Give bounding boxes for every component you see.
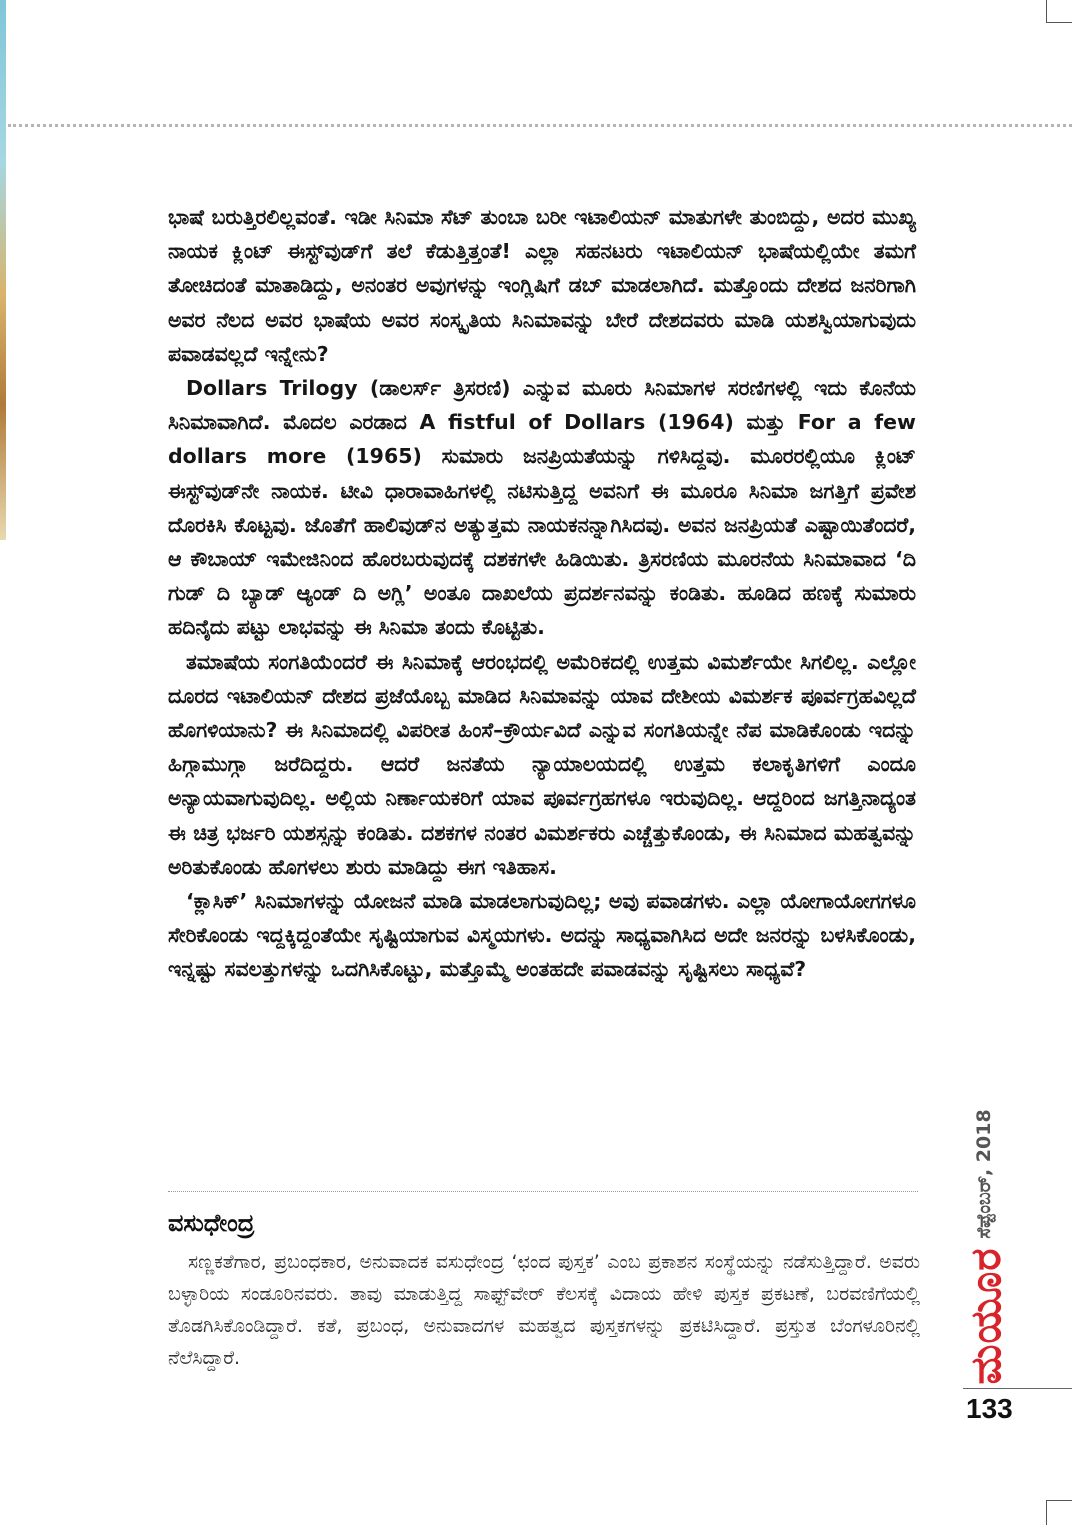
- crop-mark: [1046, 1500, 1047, 1525]
- article-paragraph: ತಮಾಷೆಯ ಸಂಗತಿಯೆಂದರೆ ಈ ಸಿನಿಮಾಕ್ಕೆ ಆರಂಭದಲ್ಲಿ ಅಮೆರಿಕದಲ್ಲಿ ಉತ್ತಮ ವಿಮರ್ಶೆಯೇ ಸಿಗಲಿಲ್ಲ. ಎಲ್ಲೋ ದೂರದ ಇಟಾಲಿಯನ್ ದೇಶದ ಪ್ರಜೆಯೊಬ್ಬ ಮಾಡಿದ ಸಿನಿಮಾವನ್ನು ಯಾವ ದೇಶೀಯ ವಿಮರ್ಶಕ ಪೂರ್ವಗ್ರಹವಿಲ್ಲದೆ ಹೊಗಳಿಯಾನು? ಈ ಸಿನಿಮಾದಲ್ಲಿ ವಿಪರೀತ ಹಿಂಸೆ–ಕ್ರೌರ್ಯವಿದೆ ಎನ್ನುವ ಸಂಗತಿಯನ್ನೇ ನೆಪ ಮಾಡಿಕೊಂಡು ಇದನ್ನು ಹಿಗ್ಗಾಮುಗ್ಗಾ ಜರೆದಿದ್ದರು. ಆದರೆ ಜನತೆಯ ನ್ಯಾಯಾಲಯದಲ್ಲಿ ಉತ್ತಮ ಕಲಾಕೃತಿಗಳಿಗೆ ಎಂದೂ ಅನ್ಯಾಯವಾಗುವುದಿಲ್ಲ. ಅಲ್ಲಿಯ ನಿರ್ಣಾಯಕರಿಗೆ ಯಾವ ಪೂರ್ವಗ್ರಹಗಳೂ ಇರುವುದಿಲ್ಲ. ಆದ್ದರಿಂದ ಜಗತ್ತಿನಾದ್ಯಂತ ಈ ಚಿತ್ರ ಭರ್ಜರಿ ಯಶಸ್ಸನ್ನು ಕಂಡಿತು. ದಶಕಗಳ ನಂತರ ವಿಮರ್ಶಕರು ಎಚ್ಚೆತ್ತುಕೊಂಡು, ಈ ಸಿನಿಮಾದ ಮಹತ್ವವನ್ನು ಅರಿತುಕೊಂಡು ಹೊಗಳಲು ಶುರು ಮಾಡಿದ್ದು ಈಗ ಇತಿಹಾಸ.: [168, 649, 916, 879]
- issue-date: ಸೆಪ್ಟೆಂಬರ್, 2018: [973, 1109, 995, 1239]
- article-paragraph: Dollars Trilogy (ಡಾಲರ್ಸ್ ತ್ರಿಸರಣಿ) ಎನ್ನುವ ಮೂರು ಸಿನಿಮಾಗಳ ಸರಣಿಗಳಲ್ಲಿ ಇದು ಕೊನೆಯ ಸಿನಿಮಾವಾಗಿದೆ. ಮೊದಲ ಎರಡಾದ A fistful of Dollars (1964) ಮತ್ತು For a few dollars more (1965) ಸುಮಾರು ಜನಪ್ರಿಯತೆಯನ್ನು ಗಳಿಸಿದ್ದವು. ಮೂರರಲ್ಲಿಯೂ ಕ್ಲಿಂಟ್ ಈಸ್ಟ್‌ವುಡ್‌ನೇ ನಾಯಕ. ಟೀವಿ ಧಾರಾವಾಹಿಗಳಲ್ಲಿ ನಟಿಸುತ್ತಿದ್ದ ಅವನಿಗೆ ಈ ಮೂರೂ ಸಿನಿಮಾ ಜಗತ್ತಿಗೆ ಪ್ರವೇಶ ದೊರಕಿಸಿ ಕೊಟ್ಟವು. ಜೊತೆಗೆ ಹಾಲಿವುಡ್‌ನ ಅತ್ಯುತ್ತಮ ನಾಯಕನನ್ನಾಗಿಸಿದವು. ಅವನ ಜನಪ್ರಿಯತೆ ಎಷ್ಟಾಯಿತೆಂದರೆ, ಆ ಕೌಬಾಯ್ ಇಮೇಜಿನಿಂದ ಹೊರಬರುವುದಕ್ಕೆ ದಶಕಗಳೇ ಹಿಡಿಯಿತು. ತ್ರಿಸರಣಿಯ ಮೂರನೆಯ ಸಿನಿಮಾವಾದ ‘ದಿ ಗುಡ್ ದಿ ಬ್ಯಾಡ್ ಆ್ಯಂಡ್ ದಿ ಅಗ್ಲಿ’ ಅಂತೂ ದಾಖಲೆಯ ಪ್ರದರ್ಶನವನ್ನು ಕಂಡಿತು. ಹೂಡಿದ ಹಣಕ್ಕೆ ಸುಮಾರು ಹದಿನೈದು ಪಟ್ಟು ಲಾಭವನ್ನು ಈ ಸಿನಿಮಾ ತಂದು ಕೊಟ್ಟಿತು.: [168, 376, 916, 640]
- header-dotted-rule: [8, 124, 1072, 127]
- section-dotted-separator: [168, 1191, 918, 1192]
- crop-mark: [1046, 0, 1047, 22]
- left-edge-photo-strip: [0, 0, 6, 540]
- crop-mark: [1046, 1500, 1072, 1501]
- author-name: ವಸುಧೇಂದ್ರ: [168, 1209, 255, 1237]
- article-body: [168, 200, 916, 987]
- page-number: 133: [966, 1393, 1013, 1424]
- article-paragraph: ‘ಕ್ಲಾಸಿಕ್’ ಸಿನಿಮಾಗಳನ್ನು ಯೋಜನೆ ಮಾಡಿ ಮಾಡಲಾಗುವುದಿಲ್ಲ; ಅವು ಪವಾಡಗಳು. ಎಲ್ಲಾ ಯೋಗಾಯೋಗಗಳೂ ಸೇರಿಕೊಂಡು ಇದ್ದಕ್ಕಿದ್ದಂತೆಯೇ ಸೃಷ್ಟಿಯಾಗುವ ವಿಸ್ಮಯಗಳು. ಅದನ್ನು ಸಾಧ್ಯವಾಗಿಸಿದ ಅದೇ ಜನರನ್ನು ಬಳಸಿಕೊಂಡು, ಇನ್ನಷ್ಟು ಸವಲತ್ತುಗಳನ್ನು ಒದಗಿಸಿಕೊಟ್ಟು, ಮತ್ತೊಮ್ಮೆ ಅಂತಹದೇ ಪವಾಡವನ್ನು ಸೃಷ್ಟಿಸಲು ಸಾಧ್ಯವೆ?: [168, 889, 916, 982]
- page-number-rule: [963, 1388, 1072, 1389]
- magazine-logo: ಮಯೂರ: [961, 1247, 1010, 1385]
- crop-mark: [1046, 22, 1072, 23]
- author-bio: ಸಣ್ಣಕತೆಗಾರ, ಪ್ರಬಂಧಕಾರ, ಅನುವಾದಕ ವಸುಧೇಂದ್ರ ‘ಛಂದ ಪುಸ್ತಕ’ ಎಂಬ ಪ್ರಕಾಶನ ಸಂಸ್ಥೆಯನ್ನು ನಡೆಸುತ್ತಿದ್ದಾರೆ. ಅವರು ಬಳ್ಳಾರಿಯ ಸಂಡೂರಿನವರು. ತಾವು ಮಾಡುತ್ತಿದ್ದ ಸಾಫ್ಟ್‌ವೇರ್ ಕೆಲಸಕ್ಕೆ ವಿದಾಯ ಹೇಳಿ ಪುಸ್ತಕ ಪ್ರಕಟಣೆ, ಬರವಣಿಗೆಯಲ್ಲಿ ತೊಡಗಿಸಿಕೊಂಡಿದ್ದಾರೆ. ಕತೆ, ಪ್ರಬಂಧ, ಅನುವಾದಗಳ ಮಹತ್ವದ ಪುಸ್ತಕಗಳನ್ನು ಪ್ರಕಟಿಸಿದ್ದಾರೆ. ಪ್ರಸ್ತುತ ಬೆಂಗಳೂರಿನಲ್ಲಿ ನೆಲೆಸಿದ್ದಾರೆ.: [168, 1251, 920, 1369]
- article-paragraph: ಭಾಷೆ ಬರುತ್ತಿರಲಿಲ್ಲವಂತೆ. ಇಡೀ ಸಿನಿಮಾ ಸೆಟ್ ತುಂಬಾ ಬರೀ ಇಟಾಲಿಯನ್ ಮಾತುಗಳೇ ತುಂಬಿದ್ದು, ಅದರ ಮುಖ್ಯ ನಾಯಕ ಕ್ಲಿಂಟ್ ಈಸ್ಟ್‌ವುಡ್‌ಗೆ ತಲೆ ಕೆಡುತ್ತಿತ್ತಂತೆ! ಎಲ್ಲಾ ಸಹನಟರು ಇಟಾಲಿಯನ್ ಭಾಷೆಯಲ್ಲಿಯೇ ತಮಗೆ ತೋಚಿದಂತೆ ಮಾತಾಡಿದ್ದು, ಅನಂತರ ಅವುಗಳನ್ನು ಇಂಗ್ಲಿಷಿಗೆ ಡಬ್ ಮಾಡಲಾಗಿದೆ. ಮತ್ತೊಂದು ದೇಶದ ಜನರಿಗಾಗಿ ಅವರ ನೆಲದ ಅವರ ಭಾಷೆಯ ಅವರ ಸಂಸ್ಕೃತಿಯ ಸಿನಿಮಾವನ್ನು ಬೇರೆ ದೇಶದವರು ಮಾಡಿ ಯಶಸ್ವಿಯಾಗುವುದು ಪವಾಡವಲ್ಲದೆ ಇನ್ನೇನು?: [168, 205, 916, 366]
- author-box: [168, 1206, 920, 1374]
